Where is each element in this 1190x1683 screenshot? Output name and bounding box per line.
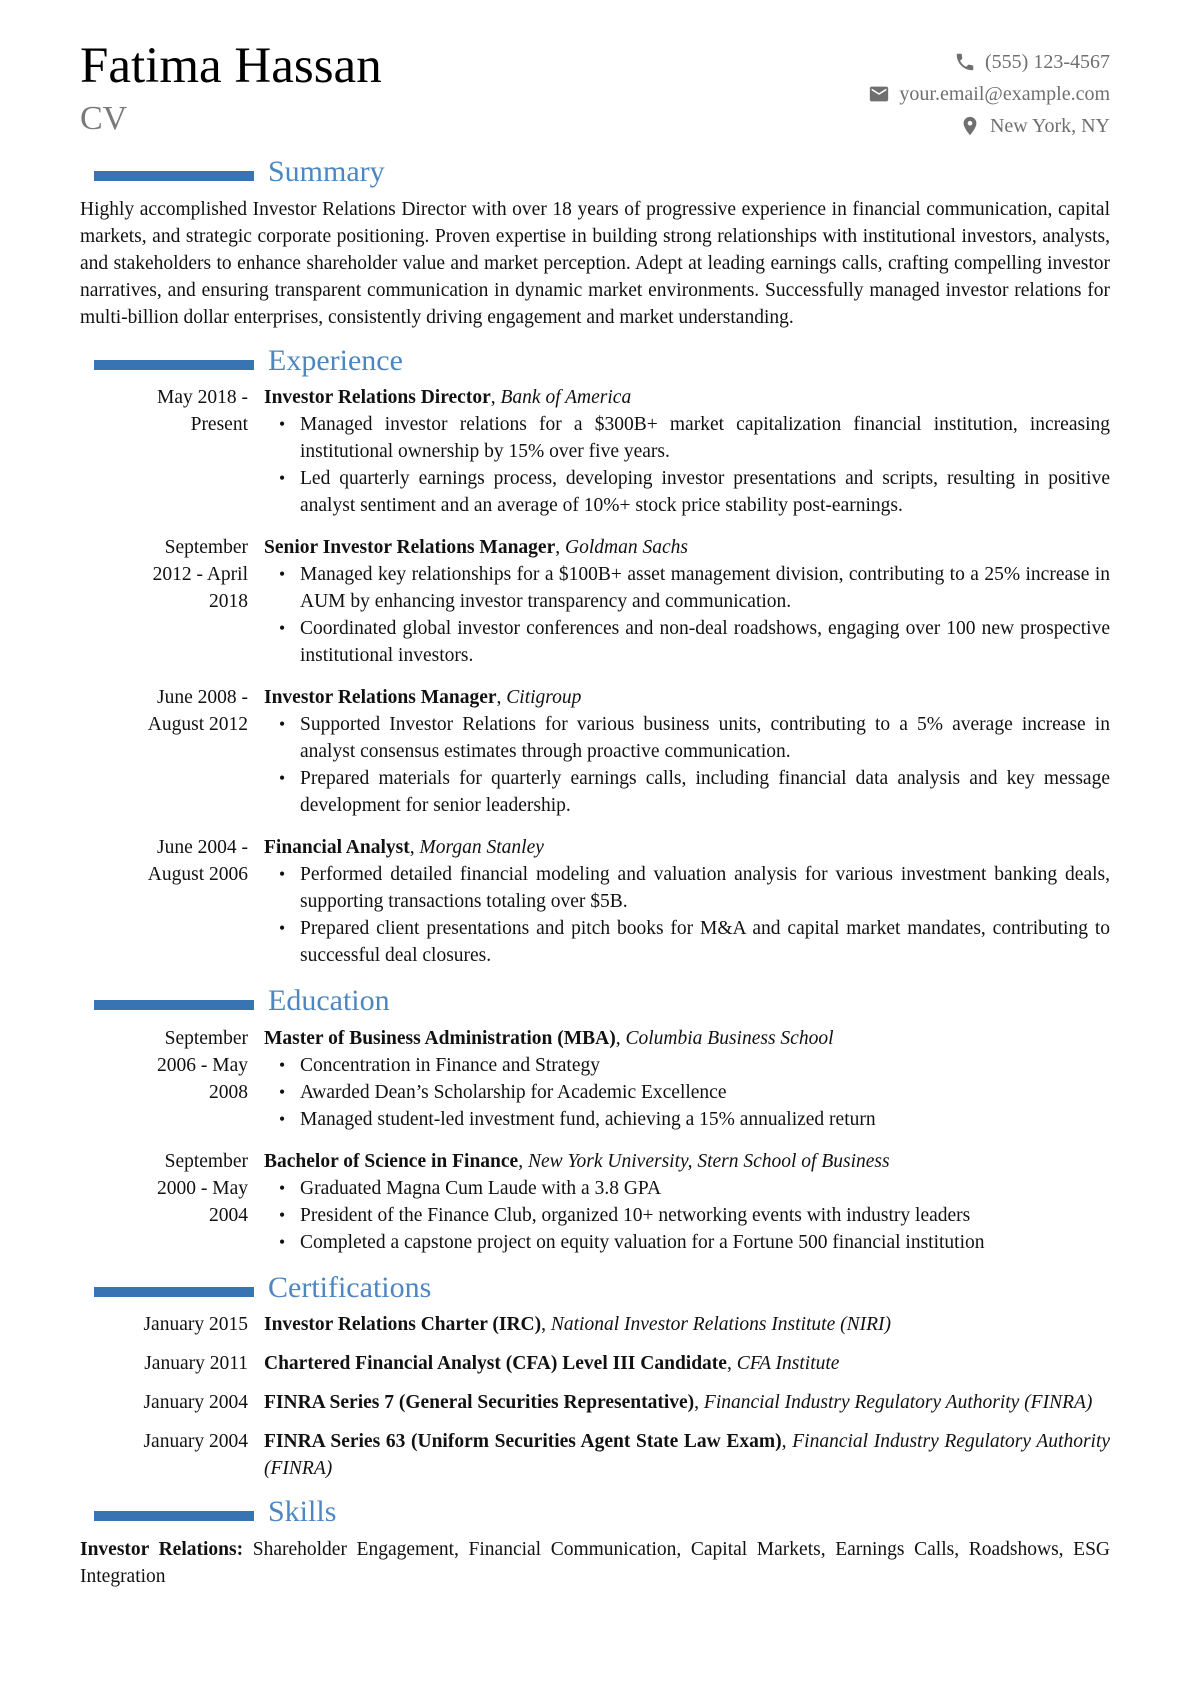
certification-org: Financial Industry Regulatory Authority (FINRA): [703, 1392, 1093, 1413]
section-header-experience: [80, 344, 1110, 379]
bullet-item: • Awarded Dean’s Scholarship for Academic Excellence: [300, 1079, 1110, 1106]
separator: ,: [615, 1027, 626, 1049]
section-rule: [94, 171, 254, 181]
section-header-skills: [80, 1495, 1110, 1530]
bullet-item: • Managed investor relations for a $300B+ market capitalization financial institution, increasing institutional ownership by 15% over five years.: [300, 411, 1110, 465]
section-rule: [94, 1000, 254, 1010]
contact-email: your.email@example.com: [899, 83, 1110, 105]
bullet-list: [264, 411, 1110, 519]
entry-title-line: [264, 1148, 1110, 1175]
separator: ,: [490, 387, 501, 408]
bullet-list: [264, 711, 1110, 819]
section-header-certifications: [80, 1271, 1110, 1306]
summary-text: Highly accomplished Investor Relations Director with over 18 years of progressive experience in financial communication, capital markets, and strategic corporate positioning. Proven expertise in building strong relationships with institutional investors, analysts, and stakeholders to enhance shareholder value and market perception. Adept at leading earnings calls, crafting compelling investor narratives, and ensuring transparent communication in dynamic market environments. Successfully managed investor relations for multi-billion dollar enterprises, consistently driving engagement and market understanding.: [80, 198, 1110, 328]
header: [80, 40, 1110, 142]
section-title-experience: Experience: [268, 343, 403, 377]
separator: ,: [409, 837, 420, 858]
entry-dates: January 2011: [144, 1353, 248, 1374]
contact-email-row: [868, 78, 1110, 110]
entry-title-line: [264, 534, 1110, 561]
bullet-item: • Completed a capstone project on equity valuation for a Fortune 500 financial institution: [300, 1229, 1110, 1256]
section-rule: [94, 1511, 254, 1521]
contact-phone-row: [868, 46, 1110, 78]
company-name: Morgan Stanley: [419, 837, 544, 858]
entry-dates: January 2015: [143, 1314, 248, 1335]
skills-category-label: Investor Relations:: [80, 1538, 244, 1560]
bullet-list: [264, 1052, 1110, 1133]
separator: ,: [781, 1431, 793, 1452]
entry-dates: September 2006 - May 2008: [157, 1027, 248, 1103]
entry-title-line: [264, 1025, 1110, 1052]
entry-title-line: [264, 684, 1110, 711]
company-name: Goldman Sachs: [564, 537, 688, 558]
degree-title: Master of Business Administration (MBA): [264, 1027, 616, 1049]
location-icon: [959, 115, 981, 137]
job-title: Investor Relations Manager: [264, 687, 497, 708]
bullet-item: • President of the Finance Club, organized 10+ networking events with industry leaders: [300, 1202, 1110, 1229]
bullet-list: [264, 561, 1110, 669]
job-title: Investor Relations Director: [264, 387, 491, 408]
person-name: Fatima Hassan: [80, 38, 382, 94]
separator: ,: [694, 1392, 704, 1413]
experience-entry: [80, 534, 1110, 669]
education-entry: [80, 1025, 1110, 1133]
separator: ,: [496, 687, 507, 708]
certification-title-line: [264, 1428, 1110, 1482]
section-rule: [94, 360, 254, 370]
bullet-item: • Concentration in Finance and Strategy: [300, 1052, 1110, 1079]
entry-dates: September 2012 - April 2018: [152, 537, 248, 612]
entry-dates: January 2004: [143, 1392, 248, 1413]
contact-location-row: [868, 110, 1110, 142]
certification-org: Financial Industry Regulatory Authority (FINRA): [264, 1431, 1111, 1479]
certification-entry: [80, 1389, 1110, 1416]
contact-block: [868, 46, 1110, 142]
bullet-item: • Managed student-led investment fund, achieving a 15% annualized return: [300, 1106, 1110, 1133]
contact-location: New York, NY: [989, 115, 1110, 137]
certification-title-line: [264, 1311, 1110, 1338]
email-icon: [868, 83, 890, 105]
company-name: Bank of America: [500, 387, 632, 408]
entry-dates: May 2018 - Present: [157, 387, 248, 435]
skills-text: Shareholder Engagement, Financial Communication, Capital Markets, Earnings Calls, Roadshows, ESG Integration: [80, 1538, 1110, 1587]
bullet-item: • Managed key relationships for a $100B+ asset management division, contributing to a 25% increase in AUM by enhancing investor transparency and communication.: [300, 561, 1110, 615]
certification-title: FINRA Series 63 (Uniform Securities Agent State Law Exam): [264, 1431, 782, 1452]
company-name: Citigroup: [506, 687, 582, 708]
degree-title: Bachelor of Science in Finance: [264, 1150, 519, 1172]
entry-title-line: [264, 834, 1110, 861]
certification-title-line: [264, 1389, 1110, 1416]
certification-entry: [80, 1311, 1110, 1338]
bullet-item: • Performed detailed financial modeling and valuation analysis for various investment banking deals, supporting transactions totaling over $5B.: [300, 861, 1110, 915]
section-title-education: Education: [268, 984, 390, 1017]
school-name: New York University, Stern School of Business: [527, 1150, 890, 1172]
bullet-item: • Prepared materials for quarterly earnings calls, including financial data analysis and key message development for senior leadership.: [300, 765, 1110, 819]
separator: ,: [726, 1353, 737, 1374]
certification-title-line: [264, 1350, 1110, 1377]
section-header-education: [80, 984, 1110, 1019]
separator: ,: [555, 537, 565, 558]
entry-title-line: [264, 384, 1110, 411]
experience-entry: [80, 384, 1110, 519]
entry-dates: September 2000 - May 2004: [157, 1150, 248, 1226]
bullet-item: • Supported Investor Relations for various business units, contributing to a 5% average increase in analyst consensus estimates through proactive communication.: [300, 711, 1110, 765]
cv-subtitle: CV: [80, 99, 128, 137]
separator: ,: [541, 1314, 551, 1335]
job-title: Senior Investor Relations Manager: [264, 537, 556, 558]
experience-entry: [80, 834, 1110, 969]
certification-title: Investor Relations Charter (IRC): [264, 1314, 542, 1335]
separator: ,: [518, 1150, 528, 1172]
phone-icon: [954, 51, 976, 73]
certification-title: Chartered Financial Analyst (CFA) Level III Candidate: [264, 1353, 727, 1374]
certification-org: National Investor Relations Institute (NIRI): [550, 1314, 891, 1335]
bullet-item: • Coordinated global investor conferences and non-deal roadshows, engaging over 100 new prospective institutional investors.: [300, 615, 1110, 669]
section-rule: [94, 1287, 254, 1297]
bullet-item: • Graduated Magna Cum Laude with a 3.8 GPA: [300, 1175, 1110, 1202]
section-header-summary: [80, 155, 1110, 190]
entry-dates: June 2004 - August 2006: [147, 837, 248, 885]
bullet-item: • Led quarterly earnings process, developing investor presentations and scripts, resulting in positive analyst sentiment and an average of 10%+ stock price stability post-earnings.: [300, 465, 1110, 519]
job-title: Financial Analyst: [264, 837, 410, 858]
skills-line: [80, 1536, 1110, 1590]
section-title-skills: Skills: [268, 1495, 337, 1528]
certification-entry: [80, 1350, 1110, 1377]
school-name: Columbia Business School: [625, 1027, 834, 1049]
entry-dates: January 2004: [143, 1431, 248, 1452]
section-title-summary: Summary: [268, 155, 385, 188]
contact-phone: (555) 123-4567: [985, 51, 1110, 73]
entry-dates: June 2008 - August 2012: [147, 687, 248, 735]
experience-entry: [80, 684, 1110, 819]
section-title-certifications: Certifications: [268, 1270, 432, 1304]
bullet-item: • Prepared client presentations and pitch books for M&A and capital market mandates, contributing to successful deal closures.: [300, 915, 1110, 969]
certification-org: CFA Institute: [736, 1353, 840, 1374]
education-entry: [80, 1148, 1110, 1256]
bullet-list: [264, 1175, 1110, 1256]
bullet-list: [264, 861, 1110, 969]
certification-entry: [80, 1428, 1110, 1482]
certification-title: FINRA Series 7 (General Securities Representative): [264, 1392, 695, 1413]
